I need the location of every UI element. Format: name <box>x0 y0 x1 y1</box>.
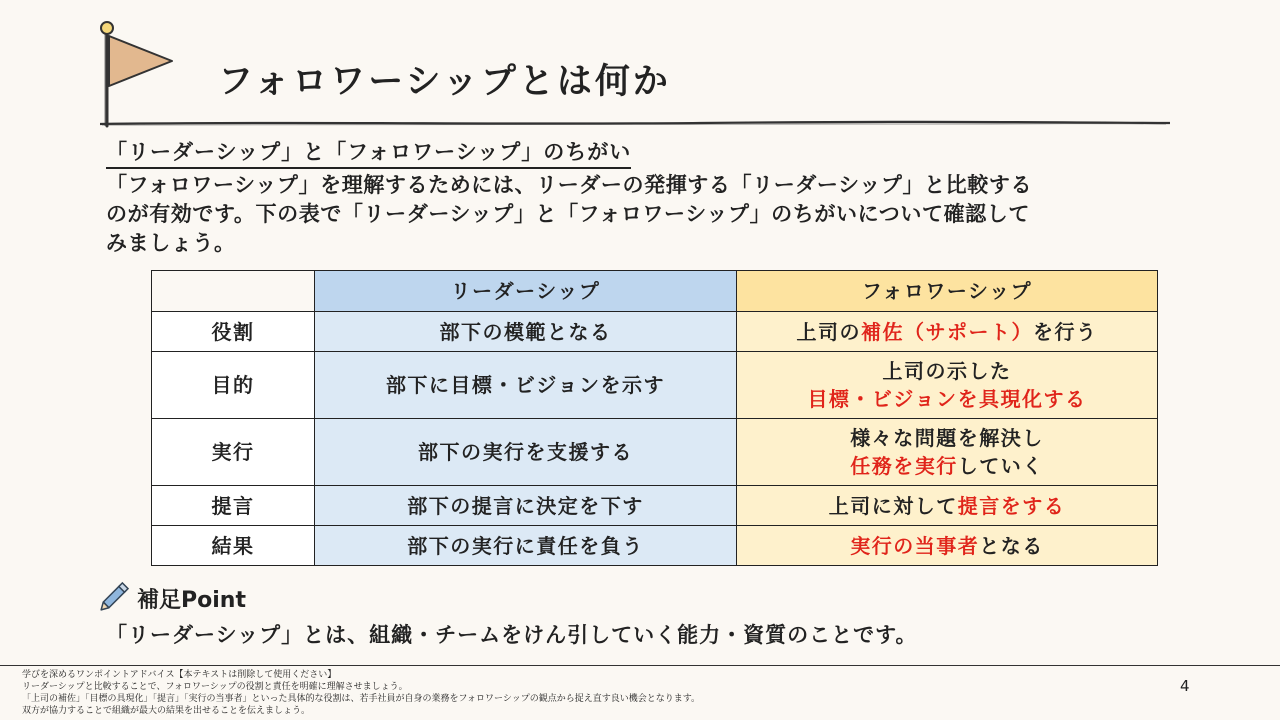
emphasis-text: 目標・ビジョンを具現化する <box>807 387 1087 411</box>
row-label: 役割 <box>152 312 315 352</box>
table-header-row <box>152 271 1158 312</box>
followership-line <box>737 357 1157 385</box>
footer-divider <box>0 665 1280 666</box>
followership-line <box>737 492 1157 520</box>
intro-line: 「フォロワーシップ」を理解するためには、リーダーの発揮する「リーダーシップ」と比較する <box>106 173 1033 197</box>
comparison-table <box>151 270 1158 566</box>
followership-line <box>737 424 1157 452</box>
followership-line <box>737 532 1157 560</box>
page-number: 4 <box>1180 677 1190 695</box>
page-title: フォロワーシップとは何か <box>218 62 671 102</box>
cell-text: となる <box>979 533 1044 558</box>
title-divider <box>100 118 1170 128</box>
followership-line <box>737 318 1157 346</box>
table-corner-cell <box>152 271 315 312</box>
section-heading: 「リーダーシップ」と「フォロワーシップ」のちがい <box>106 136 631 169</box>
followership-cell <box>737 526 1158 566</box>
intro-line: のが有効です。下の表で「リーダーシップ」と「フォロワーシップ」のちがいについて確認して <box>106 202 1030 226</box>
followership-cell <box>737 312 1158 352</box>
table-row <box>152 526 1158 566</box>
cell-text: 上司の示した <box>882 359 1012 383</box>
speaker-note-line: 双方が協力することで組織が最大の結果を出せることを伝えましょう。 <box>22 706 311 716</box>
supplement-point-title: 補足Point <box>137 588 246 613</box>
followership-header: フォロワーシップ <box>737 271 1158 312</box>
row-label: 提言 <box>152 486 315 526</box>
table-row <box>152 312 1158 352</box>
followership-cell <box>737 352 1158 419</box>
speaker-note-line: リーダーシップと比較することで、フォロワーシップの役割と責任を明確に理解させましょう。 <box>22 682 408 692</box>
flag-icon <box>96 18 180 130</box>
leadership-cell: 部下の模範となる <box>315 312 737 352</box>
table-row <box>152 486 1158 526</box>
speaker-notes <box>22 669 700 717</box>
table-row <box>152 419 1158 486</box>
emphasis-text: 提言をする <box>957 493 1066 518</box>
cell-text: 上司の <box>796 319 861 344</box>
speaker-note-line: 「上司の補佐」「目標の具現化」「提言」「実行の当事者」といった具体的な役割は、若手社員が自身の業務をフォロワーシップの観点から捉え直す良い機会となります。 <box>22 694 700 704</box>
row-label: 目的 <box>152 352 315 419</box>
intro-paragraph <box>106 171 1176 258</box>
followership-cell <box>737 419 1158 486</box>
followership-line <box>737 452 1157 480</box>
emphasis-text: 任務を実行 <box>850 454 958 478</box>
leadership-header: リーダーシップ <box>315 271 737 312</box>
cell-text: を行う <box>1033 319 1098 344</box>
emphasis-text: 実行の当事者 <box>850 533 980 558</box>
emphasis-text: 補佐（サポート） <box>861 319 1033 344</box>
cell-text: 様々な問題を解決し <box>850 426 1044 450</box>
pencil-icon <box>98 578 134 612</box>
speaker-note-line: 学びを深めるワンポイントアドバイス【本テキストは削除して使用ください】 <box>22 670 337 680</box>
intro-line: みましょう。 <box>106 231 236 255</box>
leadership-cell: 部下に目標・ビジョンを示す <box>315 352 737 419</box>
followership-line <box>737 385 1157 413</box>
cell-text: 上司に対して <box>828 493 958 518</box>
row-label: 結果 <box>152 526 315 566</box>
followership-cell <box>737 486 1158 526</box>
row-label: 実行 <box>152 419 315 486</box>
leadership-cell: 部下の実行に責任を負う <box>315 526 737 566</box>
table-row <box>152 352 1158 419</box>
cell-text: していく <box>957 454 1044 478</box>
leadership-cell: 部下の提言に決定を下す <box>315 486 737 526</box>
leadership-cell: 部下の実行を支援する <box>315 419 737 486</box>
supplement-point-text: 「リーダーシップ」とは、組織・チームをけん引していく能力・資質のことです。 <box>106 623 918 647</box>
